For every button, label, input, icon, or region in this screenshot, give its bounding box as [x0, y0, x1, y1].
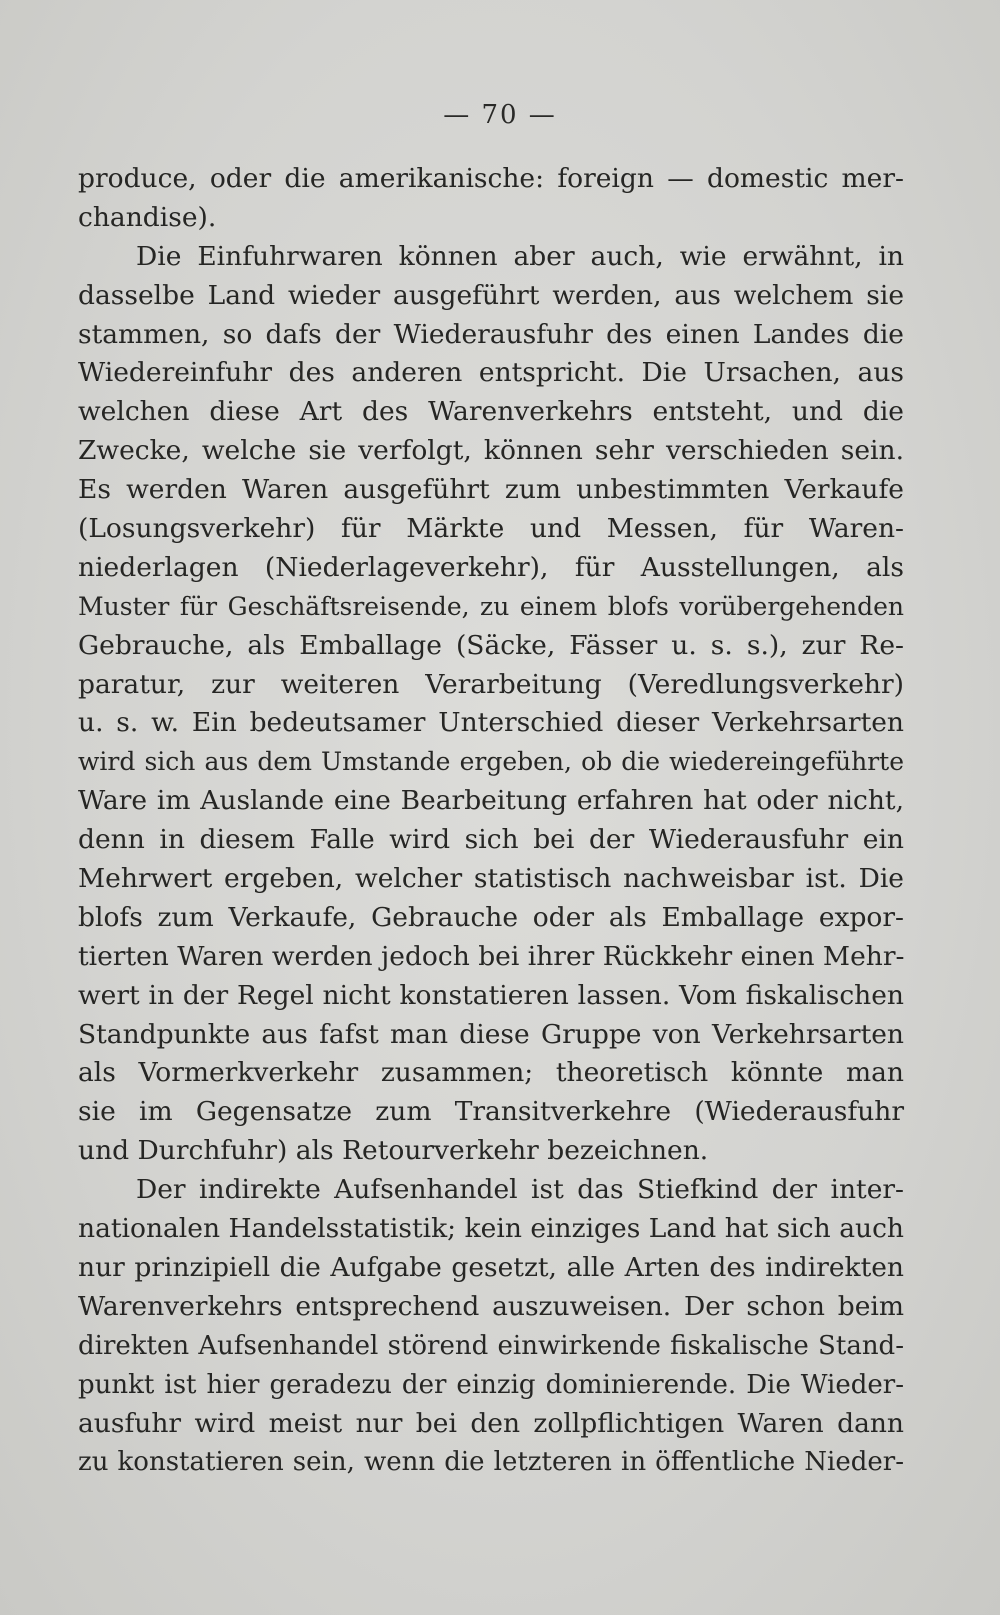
text-line: Mehrwert ergeben, welcher statistisch nachweisbar ist. Die: [78, 863, 904, 895]
text-line: tierten Waren werden jedoch bei ihrer Rückkehr einen Mehr-: [78, 940, 905, 972]
text-line: Zwecke, welche sie verfolgt, können sehr verschieden sein.: [78, 435, 904, 467]
text-line: Wiedereinfuhr des anderen entspricht. Die Ursachen, aus: [78, 357, 904, 389]
text-line: als Vormerkverkehr zusammen; theoretisch könnte man: [78, 1057, 904, 1089]
text-line: u. s. w. Ein bedeutsamer Unterschied dieser Verkehrsarten: [78, 707, 904, 739]
text-line: wert in der Regel nicht konstatieren lassen. Vom fiskalischen: [78, 979, 904, 1011]
text-line: sie im Gegensatze zum Transitverkehre (Wiederausfuhr: [78, 1096, 904, 1128]
text-line: Standpunkte aus fafst man diese Gruppe von Verkehrsarten: [78, 1018, 904, 1050]
text-line: Es werden Waren ausgeführt zum unbestimmten Verkaufe: [78, 474, 904, 506]
text-line: produce, oder die amerikanische: foreign — domestic mer-: [78, 163, 904, 194]
text-line: ausfuhr wird meist nur bei den zollpflichtigen Waren dann: [78, 1407, 904, 1439]
text-line: Muster für Geschäftsreisende, zu einem blofs vorübergehenden: [78, 591, 904, 621]
text-line: paratur, zur weiteren Verarbeitung (Veredlungsverkehr): [78, 668, 904, 700]
text-line: nur prinzipiell die Aufgabe gesetzt, alle Arten des indirekten: [78, 1251, 904, 1283]
text-line: niederlagen (Niederlageverkehr), für Ausstellungen, als: [78, 551, 904, 583]
body-text: [78, 160, 904, 1482]
text-line: Gebrauche, als Emballage (Säcke, Fässer u. s. s.), zur Re-: [78, 629, 904, 661]
text-line: welchen diese Art des Warenverkehrs entsteht, und die: [78, 396, 904, 428]
text-line: (Losungsverkehr) für Märkte und Messen, für Waren-: [78, 513, 904, 545]
text-line: zu konstatieren sein, wenn die letzteren in öffentliche Nieder-: [78, 1447, 904, 1478]
text-line: wird sich aus dem Umstande ergeben, ob die wiedereingeführte: [78, 747, 904, 777]
text-line: und Durchfuhr) als Retourverkehr bezeichnen.: [78, 1135, 709, 1167]
text-line: blofs zum Verkaufe, Gebrauche oder als Emballage expor-: [78, 901, 904, 933]
text-line: dasselbe Land wieder ausgeführt werden, aus welchem sie: [78, 279, 904, 311]
text-line: Ware im Auslande eine Bearbeitung erfahren hat oder nicht,: [78, 785, 904, 817]
text-line: Die Einfuhrwaren können aber auch, wie erwähnt, in: [136, 240, 904, 272]
text-line: chandise).: [78, 201, 217, 233]
text-line: denn in diesem Falle wird sich bei der Wiederausfuhr ein: [78, 824, 904, 856]
text-line: punkt ist hier geradezu der einzig dominierende. Die Wieder-: [78, 1369, 904, 1400]
text-line: Warenverkehrs entsprechend auszuweisen. Der schon beim: [78, 1290, 904, 1322]
text-line: direkten Aufsenhandel störend einwirkende fiskalische Stand-: [78, 1330, 904, 1361]
page-number: — 70 —: [443, 100, 557, 130]
text-line: nationalen Handelsstatistik; kein einziges Land hat sich auch: [78, 1213, 904, 1245]
text-line: stammen, so dafs der Wiederausfuhr des einen Landes die: [78, 318, 904, 350]
text-line: Der indirekte Aufsenhandel ist das Stiefkind der inter-: [136, 1174, 904, 1206]
